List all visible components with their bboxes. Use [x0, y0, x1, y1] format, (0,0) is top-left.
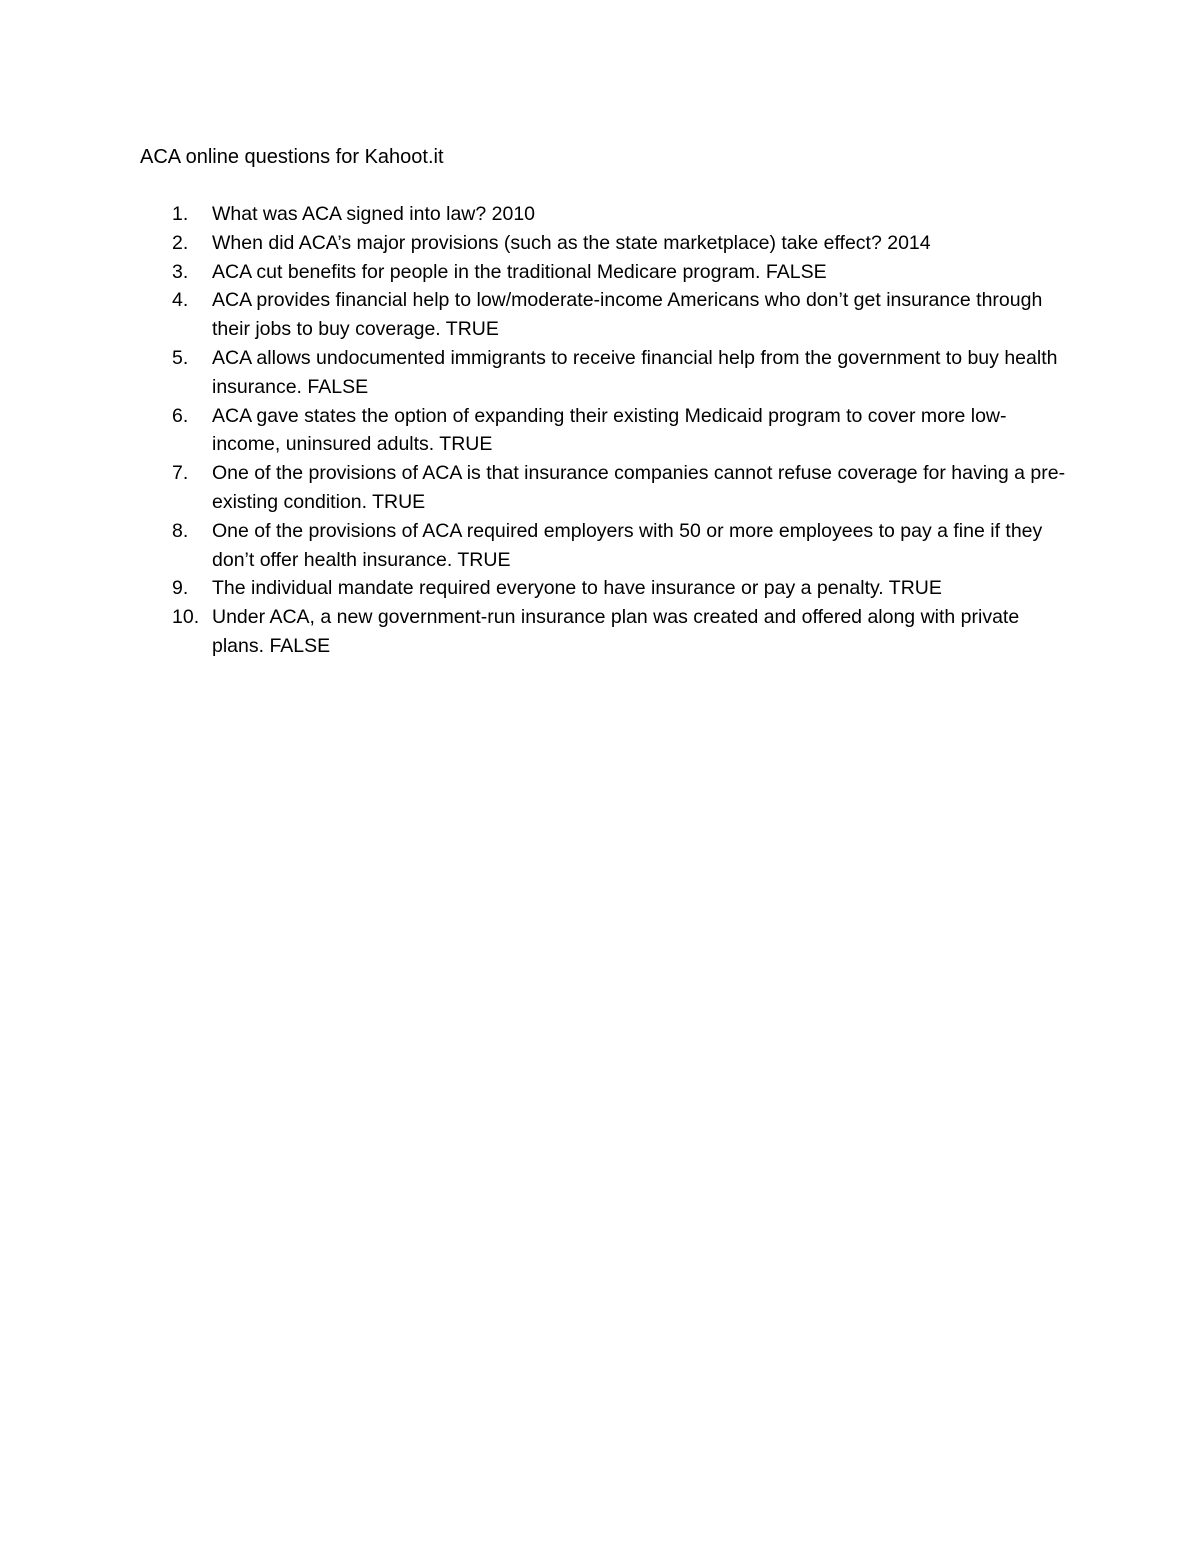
question-text: The individual mandate required everyone to have insurance or pay a penalty. TRUE	[212, 577, 942, 600]
question-text: Under ACA, a new government-run insurance plan was created and offered along with private plans. FALSE	[212, 606, 1020, 657]
question-number: 3.	[172, 260, 189, 283]
question-text: One of the provisions of ACA is that insurance companies cannot refuse coverage for having a pre-existing condition. TRUE	[212, 462, 1066, 513]
question-number: 10.	[172, 606, 200, 629]
question-item	[172, 603, 1072, 661]
question-item	[172, 344, 1072, 402]
question-text: What was ACA signed into law? 2010	[212, 203, 536, 225]
question-item	[172, 258, 1072, 287]
question-number: 5.	[172, 346, 189, 369]
question-item	[172, 459, 1072, 517]
question-item	[172, 229, 1072, 258]
question-text: ACA allows undocumented immigrants to receive financial help from the government to buy health insurance. FALSE	[212, 346, 1058, 398]
question-number: 7.	[172, 462, 189, 485]
question-text: When did ACA’s major provisions (such as the state marketplace) take effect? 2014	[212, 231, 931, 254]
document-title: ACA online questions for Kahoot.it	[140, 146, 444, 168]
question-text: ACA provides financial help to low/moderate-income Americans who don’t get insurance through their jobs to buy coverage. TRUE	[212, 289, 1043, 341]
question-item	[172, 200, 1072, 229]
question-item	[172, 402, 1072, 460]
question-text: One of the provisions of ACA required employers with 50 or more employees to pay a fine if they don’t offer health insurance. TRUE	[212, 519, 1043, 571]
question-number: 8.	[172, 519, 189, 542]
question-text: ACA cut benefits for people in the traditional Medicare program. FALSE	[212, 260, 827, 283]
question-number: 2.	[172, 231, 189, 254]
question-item	[172, 574, 1072, 603]
question-number: 1.	[172, 203, 189, 225]
question-number: 9.	[172, 577, 189, 600]
question-number: 6.	[172, 404, 189, 427]
question-item	[172, 517, 1072, 575]
question-list	[172, 200, 1072, 661]
question-text: ACA gave states the option of expanding their existing Medicaid program to cover more low-income, uninsured adults. TRUE	[212, 404, 1007, 456]
question-item	[172, 286, 1072, 344]
question-number: 4.	[172, 289, 189, 312]
